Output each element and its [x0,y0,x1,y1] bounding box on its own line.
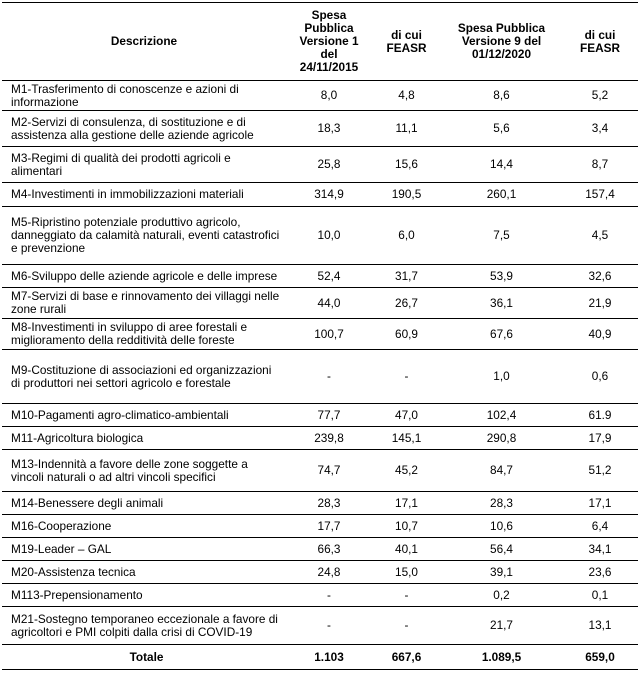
table-row [2,538,638,561]
total-row [2,645,638,670]
row-description: M14-Benessere degli animali [2,492,286,515]
cell-feasr-v9: 0,6 [562,350,638,404]
row-description: M10-Pagamenti agro-climatico-ambientali [2,404,286,427]
cell-feasr-v1: 45,2 [372,450,441,492]
table-row [2,427,638,450]
cell-spesa-v1: - [286,584,372,607]
expenditure-table [2,2,638,670]
cell-feasr-v9: 5,2 [562,81,638,111]
cell-spesa-v1: - [286,607,372,645]
row-description: M8-Investimenti in sviluppo di aree forestali e miglioramento della redditività delle foreste [2,319,286,350]
total-label: Totale [2,645,286,670]
cell-spesa-v9: 7,5 [441,207,562,265]
cell-feasr-v9: 13,1 [562,607,638,645]
row-description: M13-Indennità a favore delle zone soggette a vincoli naturali o ad altri vincoli specifici [2,450,286,492]
table-row [2,450,638,492]
cell-spesa-v1: 8,0 [286,81,372,111]
cell-feasr-v9: 21,9 [562,288,638,319]
cell-feasr-v9: 34,1 [562,538,638,561]
cell-spesa-v9: 102,4 [441,404,562,427]
cell-feasr-v9: 23,6 [562,561,638,584]
header-spesa-v9: Spesa Pubblica Versione 9 del 01/12/2020 [441,3,562,81]
total-feasr-v1: 667,6 [372,645,441,670]
cell-spesa-v9: 1,0 [441,350,562,404]
cell-spesa-v1: 10,0 [286,207,372,265]
row-description: M9-Costituzione di associazioni ed organizzazioni di produttori nei settori agricolo e forestale [2,350,286,404]
row-description: M113-Prepensionamento [2,584,286,607]
cell-spesa-v1: 25,8 [286,147,372,183]
cell-spesa-v9: 39,1 [441,561,562,584]
header-row [2,3,638,81]
row-description: M11-Agricoltura biologica [2,427,286,450]
cell-feasr-v1: 60,9 [372,319,441,350]
cell-feasr-v9: 4,5 [562,207,638,265]
cell-spesa-v1: 77,7 [286,404,372,427]
cell-feasr-v9: 0,1 [562,584,638,607]
row-description: M16-Cooperazione [2,515,286,538]
cell-feasr-v1: 40,1 [372,538,441,561]
cell-feasr-v1: 26,7 [372,288,441,319]
cell-spesa-v1: 314,9 [286,183,372,207]
cell-spesa-v1: 17,7 [286,515,372,538]
row-description: M4-Investimenti in immobilizzazioni materiali [2,183,286,207]
cell-spesa-v1: 66,3 [286,538,372,561]
cell-feasr-v9: 51,2 [562,450,638,492]
cell-feasr-v1: 47,0 [372,404,441,427]
cell-spesa-v1: 18,3 [286,111,372,147]
table-row [2,207,638,265]
table-row [2,607,638,645]
cell-feasr-v1: 15,0 [372,561,441,584]
cell-feasr-v1: 6,0 [372,207,441,265]
cell-spesa-v9: 290,8 [441,427,562,450]
cell-spesa-v1: 24,8 [286,561,372,584]
cell-spesa-v9: 5,6 [441,111,562,147]
cell-spesa-v1: 239,8 [286,427,372,450]
cell-feasr-v9: 32,6 [562,265,638,288]
cell-spesa-v1: - [286,350,372,404]
cell-feasr-v1: 15,6 [372,147,441,183]
total-spesa-v9: 1.089,5 [441,645,562,670]
header-spesa-v1: Spesa Pubblica Versione 1 del 24/11/2015 [286,3,372,81]
cell-feasr-v9: 3,4 [562,111,638,147]
cell-feasr-v9: 17,1 [562,492,638,515]
cell-feasr-v9: 17,9 [562,427,638,450]
cell-feasr-v9: 157,4 [562,183,638,207]
cell-spesa-v1: 28,3 [286,492,372,515]
table-row [2,561,638,584]
cell-spesa-v1: 74,7 [286,450,372,492]
row-description: M21-Sostegno temporaneo eccezionale a favore di agricoltori e PMI colpiti dalla crisi di COVID-19 [2,607,286,645]
cell-spesa-v9: 260,1 [441,183,562,207]
cell-feasr-v1: - [372,584,441,607]
cell-feasr-v1: 145,1 [372,427,441,450]
row-description: M5-Ripristino potenziale produttivo agricolo, danneggiato da calamità naturali, eventi catastrofici e prevenzione [2,207,286,265]
row-description: M20-Assistenza tecnica [2,561,286,584]
row-description: M1-Trasferimento di conoscenze e azioni di informazione [2,81,286,111]
row-description: M19-Leader – GAL [2,538,286,561]
cell-feasr-v1: 11,1 [372,111,441,147]
cell-spesa-v9: 84,7 [441,450,562,492]
cell-feasr-v9: 61.9 [562,404,638,427]
cell-spesa-v9: 0,2 [441,584,562,607]
cell-feasr-v1: 10,7 [372,515,441,538]
table-row [2,515,638,538]
cell-spesa-v9: 56,4 [441,538,562,561]
cell-feasr-v1: 31,7 [372,265,441,288]
table-row [2,288,638,319]
cell-spesa-v9: 53,9 [441,265,562,288]
header-descrizione: Descrizione [2,3,286,81]
cell-feasr-v1: 190,5 [372,183,441,207]
cell-feasr-v1: 4,8 [372,81,441,111]
table-row [2,147,638,183]
row-description: M6-Sviluppo delle aziende agricole e delle imprese [2,265,286,288]
cell-spesa-v1: 44,0 [286,288,372,319]
cell-feasr-v9: 8,7 [562,147,638,183]
cell-feasr-v9: 6,4 [562,515,638,538]
row-description: M3-Regimi di qualità dei prodotti agricoli e alimentari [2,147,286,183]
row-description: M2-Servizi di consulenza, di sostituzione e di assistenza alla gestione delle aziende agricole [2,111,286,147]
cell-feasr-v1: 17,1 [372,492,441,515]
cell-spesa-v9: 67,6 [441,319,562,350]
total-feasr-v9: 659,0 [562,645,638,670]
table-row [2,81,638,111]
cell-spesa-v9: 36,1 [441,288,562,319]
cell-spesa-v1: 100,7 [286,319,372,350]
header-feasr-v9: di cui FEASR [562,3,638,81]
table-row [2,584,638,607]
cell-spesa-v1: 52,4 [286,265,372,288]
table-container [2,2,638,670]
table-row [2,265,638,288]
total-spesa-v1: 1.103 [286,645,372,670]
table-row [2,404,638,427]
table-row [2,350,638,404]
table-row [2,183,638,207]
cell-spesa-v9: 14,4 [441,147,562,183]
cell-feasr-v1: - [372,350,441,404]
cell-spesa-v9: 10,6 [441,515,562,538]
cell-spesa-v9: 8,6 [441,81,562,111]
row-description: M7-Servizi di base e rinnovamento dei villaggi nelle zone rurali [2,288,286,319]
cell-spesa-v9: 28,3 [441,492,562,515]
cell-feasr-v9: 40,9 [562,319,638,350]
table-row [2,492,638,515]
table-row [2,111,638,147]
cell-spesa-v9: 21,7 [441,607,562,645]
cell-feasr-v1: - [372,607,441,645]
header-feasr-v1: di cui FEASR [372,3,441,81]
table-row [2,319,638,350]
